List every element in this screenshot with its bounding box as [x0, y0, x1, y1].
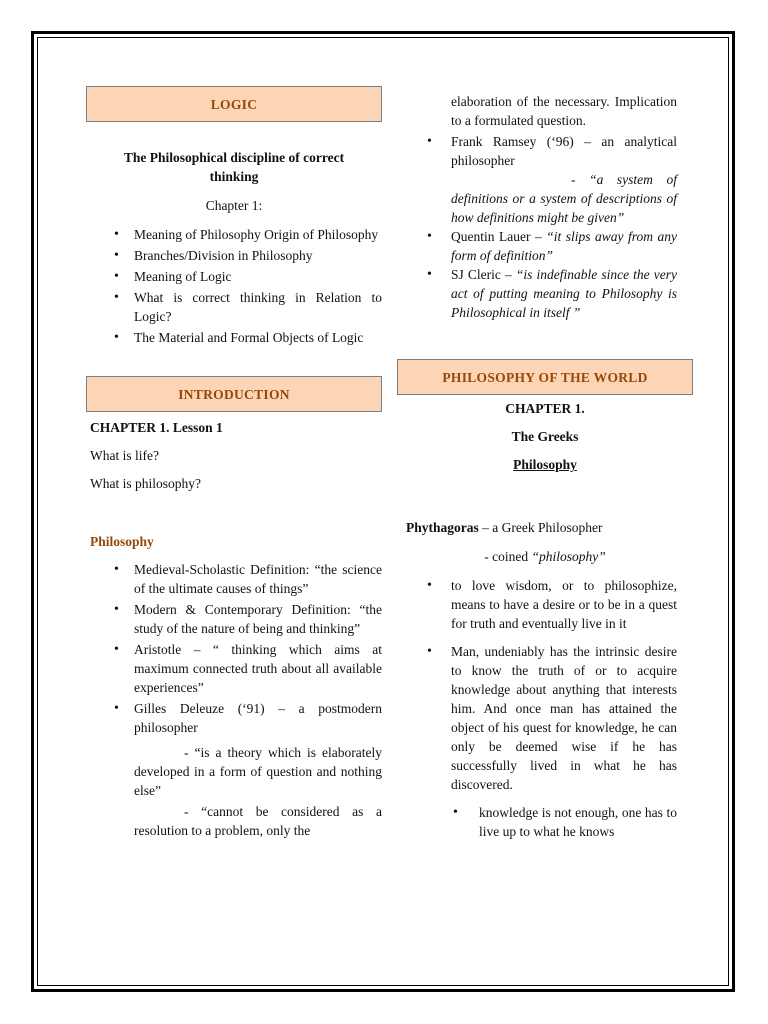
list-item: • Gilles Deleuze (‘91) – a postmodern philosopher	[86, 699, 382, 737]
list-item: • Man, undeniably has the intrinsic desire to know the truth of or to acquire knowledge about anything that interests him. And once man has attained the object of his quest for knowledge, he can only be deemed wise if he has successfully lived in what he has discovered.	[397, 642, 693, 794]
chapter-list	[86, 225, 382, 347]
list-item: • Branches/Division in Philosophy	[86, 246, 382, 265]
question-life: What is life?	[90, 448, 159, 463]
list-item	[397, 265, 693, 322]
list-item: • to love wisdom, or to philosophize, means to have a desire or to be in a quest for truth and eventually live in it	[397, 576, 693, 633]
list-item: • What is correct thinking in Relation to Logic?	[86, 288, 382, 326]
pythagoras-list	[397, 576, 693, 794]
philosophy-world-header: PHILOSOPHY OF THE WORLD	[397, 359, 693, 395]
list-item: • Meaning of Logic	[86, 267, 382, 286]
coined-prefix: - coined	[484, 549, 532, 564]
lauer-quote: “it slips away from any form of definition”	[451, 229, 678, 263]
ramsey-text: Frank Ramsey (‘96) – an analytical philosopher	[451, 134, 677, 168]
lesson-heading: CHAPTER 1. Lesson 1	[90, 420, 223, 435]
deleuze-quote-1: - “is a theory which is elaborately developed in a form of question and nothing else”	[134, 745, 382, 798]
list-item: • Aristotle – “ thinking which aims at maximum connected truth about all available experiences”	[86, 640, 382, 697]
logic-subtitle: The Philosophical discipline of correct thinking	[123, 150, 345, 184]
list-item: • The Material and Formal Objects of Logic	[86, 328, 382, 347]
greeks-heading: The Greeks	[511, 429, 579, 444]
continuation-text: elaboration of the necessary. Implication to a formulated question.	[451, 94, 677, 128]
sub-list	[397, 803, 693, 841]
left-column	[86, 86, 382, 840]
right-column	[397, 92, 693, 841]
logic-header: LOGIC	[86, 86, 382, 122]
list-item	[397, 227, 693, 265]
phythagoras-name: Phythagoras	[406, 520, 479, 535]
ramsey-quote: - “a system of definitions or a system of descriptions of how definitions might be given”	[451, 172, 677, 225]
phythagoras-line	[397, 518, 693, 537]
lauer-name: Quentin Lauer –	[451, 229, 547, 244]
chapter-label: Chapter 1:	[205, 198, 263, 213]
coined-word: “philosophy”	[531, 549, 606, 564]
list-item	[397, 132, 693, 227]
introduction-header: INTRODUCTION	[86, 376, 382, 412]
philosophy-subheading: Philosophy	[513, 457, 577, 472]
cleric-name: SJ Cleric –	[451, 267, 516, 282]
list-item: • Modern & Contemporary Definition: “the study of the nature of being and thinking”	[86, 600, 382, 638]
question-philosophy: What is philosophy?	[90, 476, 201, 491]
deleuze-quote-2: - “cannot be considered as a resolution to a problem, only the	[134, 804, 382, 838]
list-item: • Medieval-Scholastic Definition: “the science of the ultimate causes of things”	[86, 560, 382, 598]
list-item: • Meaning of Philosophy Origin of Philosophy	[86, 225, 382, 244]
definition-list	[86, 560, 382, 737]
coined-line	[397, 547, 693, 566]
cleric-quote: “is indefinable since the very act of putting meaning to Philosophy is Philosophical in itself ”	[451, 267, 677, 320]
definition-list-continued	[397, 132, 693, 322]
phythagoras-desc: – a Greek Philosopher	[478, 520, 603, 535]
philosophy-heading: Philosophy	[90, 534, 154, 549]
chapter-heading: CHAPTER 1.	[505, 401, 585, 416]
list-item: • knowledge is not enough, one has to live up to what he knows	[397, 803, 693, 841]
